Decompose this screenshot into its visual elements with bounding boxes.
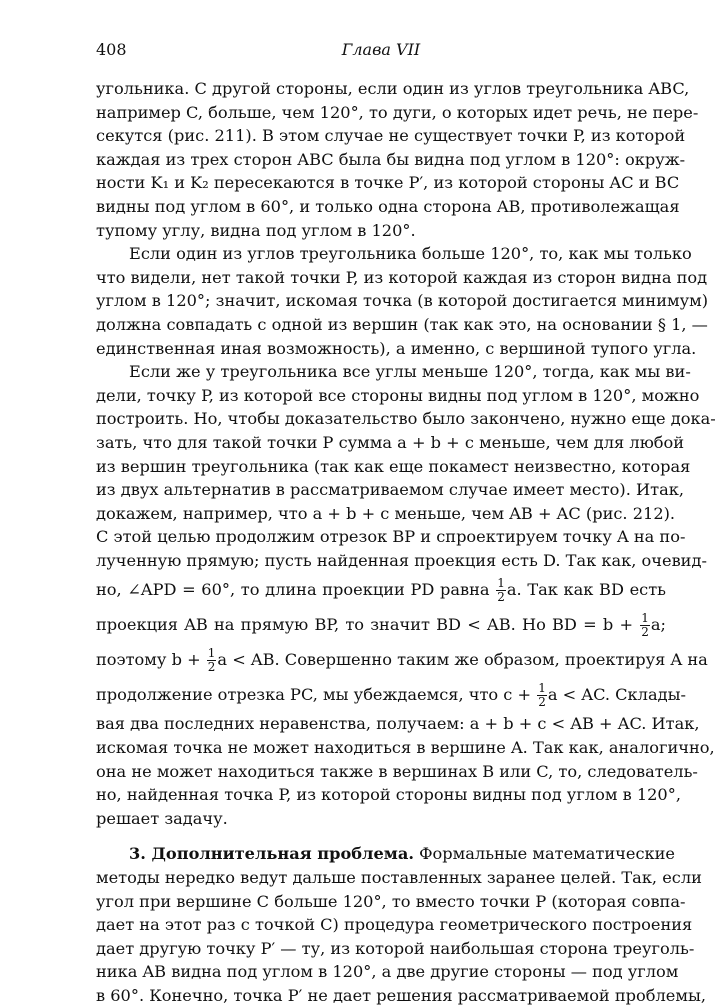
text-line: вая два последних неравенства, получаем: a + b + c < AB + AC. Итак, xyxy=(96,714,700,734)
fraction-numerator: 1 xyxy=(641,611,649,626)
text-line: что видели, нет такой точки P, из которой каждая из сторон видна под xyxy=(96,267,708,287)
formula-text: a. Так как BD есть xyxy=(506,580,666,600)
text-line: дает на этот раз с точкой C) процедура геометрического построения xyxy=(96,915,693,935)
text-line: должна совпадать с одной из вершин (так как это, на основании § 1, — xyxy=(96,314,708,334)
text-line: дает другую точку P′ — ту, из которой наибольшая сторона треуголь- xyxy=(96,938,695,958)
text-line: например C, больше, чем 120°, то дуги, о которых идет речь, не пере- xyxy=(96,102,699,122)
fraction xyxy=(207,647,217,674)
fraction-numerator: 1 xyxy=(207,646,216,661)
formula-text: продолжение отрезка PC, мы убеждаемся, что c + xyxy=(96,685,537,705)
text-line: Если же у треугольника все углы меньше 120°, тогда, как мы ви- xyxy=(129,362,691,382)
text-line: видны под углом в 60°, и только одна сторона AB, противолежащая xyxy=(96,196,680,216)
formula-text: но, ∠APD = 60°, то длина проекции PD равна xyxy=(96,580,496,600)
text-line: угольника. С другой стороны, если один из углов треугольника ABC, xyxy=(96,79,690,98)
paragraph-2 xyxy=(96,242,692,266)
fraction-denominator: 2 xyxy=(207,660,216,675)
section-first-text: Формальные математические xyxy=(419,844,676,864)
text-line: в 60°. Конечно, точка P′ не дает решения рассматриваемой проблемы, xyxy=(96,986,706,1005)
fraction-denominator: 2 xyxy=(538,695,546,710)
fraction-denominator: 2 xyxy=(641,625,649,640)
section-gap xyxy=(96,830,666,842)
text-line: дели, точку P, из которой все стороны видны под углом в 120°, можно xyxy=(96,385,700,405)
page-header xyxy=(96,40,666,64)
formula-text: a < AB. Совершенно таким же образом, проектируя A на xyxy=(217,650,708,670)
text-line: но, найденная точка P, из которой стороны видны под углом в 120°, xyxy=(96,785,681,805)
formula-text: проекция AB на прямую BP, то значит BD < AB. Но BD = b + xyxy=(96,615,640,635)
formula-text: a < AC. Склады- xyxy=(547,685,686,705)
text-line: каждая из трех сторон ABC была бы видна под углом в 120°: окруж- xyxy=(96,149,686,169)
section-first-line xyxy=(96,842,676,866)
running-head: Глава VII xyxy=(341,40,421,59)
text-line: единственная иная возможность), а именно, с вершиной тупого угла. xyxy=(96,338,697,358)
fraction xyxy=(496,577,506,604)
text-line: угол при вершине C больше 120°, то вместо точки P (которая совпа- xyxy=(96,891,686,911)
text-line: углом в 120°; значит, искомая точка (в которой достигается минимум) xyxy=(96,291,709,311)
formula-text: поэтому b + xyxy=(96,650,206,670)
text-line: решает задачу. xyxy=(96,808,228,828)
formula-line xyxy=(96,642,708,677)
text-line: ности K₁ и K₂ пересекаются в точке P′, из которой стороны AC и BC xyxy=(96,173,680,193)
text-line: тупому углу, видна под углом в 120°. xyxy=(96,220,416,240)
text-line: докажем, например, что a + b + c меньше, чем AB + AC (рис. 212). xyxy=(96,503,676,523)
section-3 xyxy=(96,842,706,1007)
page-body xyxy=(96,77,716,1008)
text-line: секутся (рис. 211). В этом случае не существует точки P, из которой xyxy=(96,126,686,146)
formula-text: a; xyxy=(650,615,666,635)
text-line: из двух альтернатив в рассматриваемом случае имеет место). Итак, xyxy=(96,480,685,500)
fraction-numerator: 1 xyxy=(538,681,546,696)
fraction xyxy=(640,612,650,639)
fraction-numerator: 1 xyxy=(497,576,505,591)
section-heading: 3. Дополнительная проблема. xyxy=(129,844,414,864)
text-line: лученную прямую; пусть найденная проекция есть D. Так как, очевид- xyxy=(96,550,707,570)
text-line: С этой целью продолжим отрезок BP и спроектируем точку A на по- xyxy=(96,527,686,547)
fraction-denominator: 2 xyxy=(497,590,505,605)
text-line: ника AB видна под углом в 120°, а две другие стороны — под углом xyxy=(96,962,679,982)
formula-line xyxy=(96,572,666,607)
fraction xyxy=(537,682,547,709)
formula-line xyxy=(96,677,686,712)
text-line: Если один из углов треугольника больше 120°, то, как мы только xyxy=(129,244,692,264)
paragraph-2-cont xyxy=(96,266,709,360)
text-line: она не может находиться также в вершинах B или C, то, следователь- xyxy=(96,761,698,781)
text-line: искомая точка не может находиться в вершине A. Так как, аналогично, xyxy=(96,738,715,758)
paragraph-1 xyxy=(96,77,699,242)
text-line: зать, что для такой точки P сумма a + b + c меньше, чем для любой xyxy=(96,432,685,452)
text-line: из вершин треугольника (так как еще покамест неизвестно, которая xyxy=(96,456,691,476)
text-line: методы нередко ведут дальше поставленных заранее целей. Так, если xyxy=(96,868,702,888)
paragraph-3 xyxy=(96,360,716,830)
page-number: 408 xyxy=(96,40,127,59)
formula-line xyxy=(96,607,666,642)
text-line: построить. Но, чтобы доказательство было закончено, нужно еще дока- xyxy=(96,409,716,429)
